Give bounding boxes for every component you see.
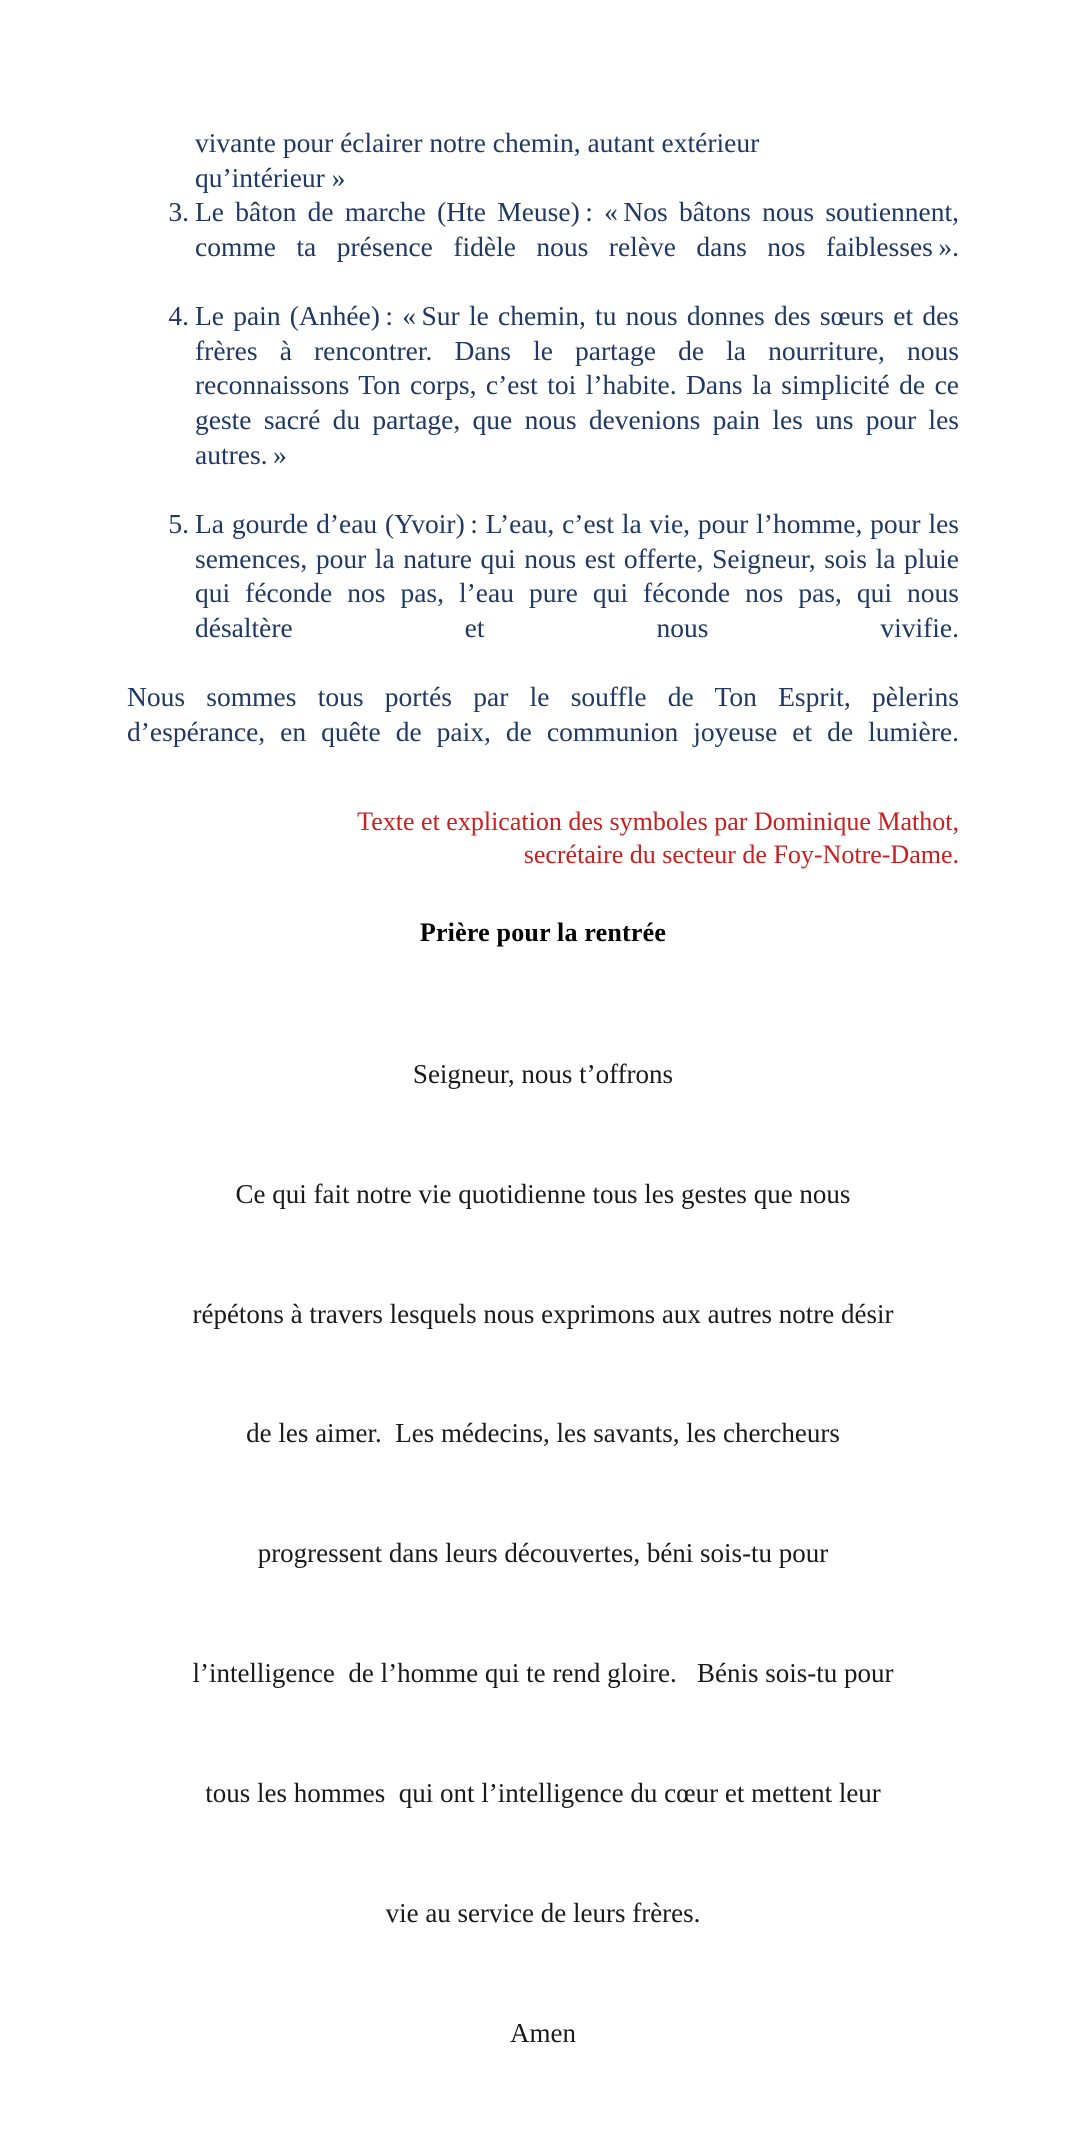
- prayer-line: Seigneur, nous t’offrons: [412, 1058, 674, 1089]
- attribution-line-1: Texte et explication des symboles par Dominique Mathot,: [357, 807, 959, 836]
- prayer-line: répétons à travers lesquels nous exprimons aux autres notre désir: [192, 1298, 894, 1329]
- continued-item-line-1: vivante pour éclairer notre chemin, autant extérieur: [195, 127, 760, 158]
- attribution-block: [127, 805, 959, 872]
- list-item-marker: 3.: [168, 196, 189, 228]
- prayer-line: de les aimer. Les médecins, les savants, les chercheurs: [246, 1418, 840, 1449]
- prayer-line: Amen: [510, 2017, 576, 2048]
- list-item-text: Le bâton de marche (Hte Meuse) : « Nos bâtons nous soutiennent, comme ta présence fidèle nous relève dans nos faiblesses ».: [195, 196, 959, 262]
- prayer-line: Ce qui fait notre vie quotidienne tous les gestes que nous: [235, 1178, 851, 1209]
- list-item-marker: 5.: [168, 508, 189, 540]
- prayer-body: [110, 975, 976, 2134]
- continued-list-item: [195, 126, 959, 195]
- list-item-text: La gourde d’eau (Yvoir) : L’eau, c’est la vie, pour l’homme, pour les semences, pour la nature qui nous est offerte, Seigneur, sois la pluie qui féconde nos pas, l’eau pure qui féconde nos pas, qui nous désaltère et nous vivifie.: [195, 508, 959, 643]
- attribution-line-2: secrétaire du secteur de Foy-Notre-Dame.: [523, 840, 959, 870]
- prayer-line: vie au service de leurs frères.: [385, 1897, 701, 1928]
- list-item: [168, 507, 959, 680]
- continued-item-line-2: qu’intérieur »: [195, 161, 346, 193]
- list-item: [168, 195, 959, 299]
- prayer-line: progressent dans leurs découvertes, béni sois-tu pour: [257, 1538, 829, 1569]
- list-item: [168, 299, 959, 507]
- symbol-list: [127, 195, 959, 680]
- list-item-marker: 4.: [168, 300, 189, 332]
- document-body: [127, 126, 959, 785]
- closing-paragraph: Nous sommes tous portés par le souffle de Ton Esprit, pèlerins d’espérance, en quête de paix, de communion joyeuse et de lumière.: [127, 681, 959, 748]
- prayer-line: l’intelligence de l’homme qui te rend gloire. Bénis sois-tu pour: [192, 1658, 894, 1689]
- prayer-title: Prière pour la rentrée: [419, 918, 667, 947]
- list-item-text: Le pain (Anhée) : « Sur le chemin, tu nous donnes des sœurs et des frères à rencontrer. Dans le partage de la nourriture, nous reconnaissons Ton corps, c’est toi l’habite. Dans la simplicité de ce geste sacré du partage, que nous devenions pain les uns pour les autres. »: [195, 300, 959, 470]
- prayer-line: tous les hommes qui ont l’intelligence du cœur et mettent leur: [205, 1778, 881, 1809]
